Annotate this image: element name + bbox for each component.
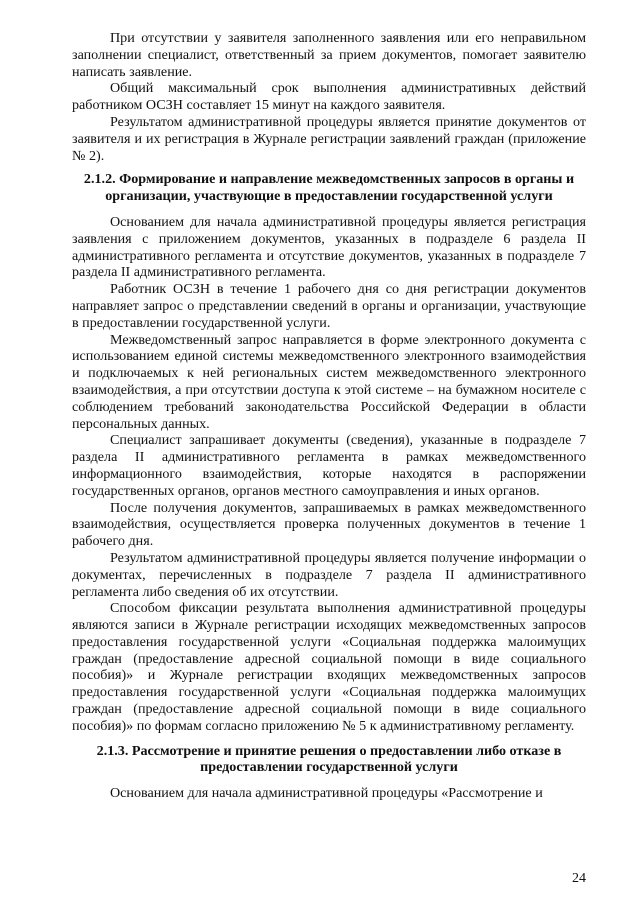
paragraph: Основанием для начала административной процедуры является регистрация заявления с приложением документов, указанных в подразделе 6 раздела II административного регламента и отсутствие документов, указанных в подразделе 7 раздела II административного регламента. [72, 213, 586, 281]
document-page [72, 30, 586, 802]
paragraph: Работник ОСЗН в течение 1 рабочего дня со дня регистрации документов направляет запрос о представлении сведений в органы и организации, участвующие в предоставлении государственной услуги. [72, 281, 586, 331]
page-number: 24 [572, 871, 586, 886]
paragraph: Специалист запрашивает документы (сведения), указанные в подразделе 7 раздела II административного регламента в рамках межведомственного информационного взаимодействия, которые находятся в распоряжении государственных органов, органов местного самоуправления и иных органов. [72, 432, 586, 499]
paragraph: Результатом административной процедуры является принятие документов от заявителя и их регистрация в Журнале регистрации заявлений граждан (приложение № 2). [72, 113, 586, 164]
paragraph: После получения документов, запрашиваемых в рамках межведомственного взаимодействия, осуществляется проверка полученных документов в течение 1 рабочего дня. [72, 499, 586, 550]
section-heading-2-1-3: 2.1.3. Рассмотрение и принятие решения о предоставлении либо отказе в предоставлении государственной услуги [96, 742, 562, 776]
paragraph: Общий максимальный срок выполнения административных действий работником ОСЗН составляет 15 минут на каждого заявителя. [72, 80, 586, 114]
paragraph: Способом фиксации результата выполнения административной процедуры являются записи в Журнале регистрации исходящих межведомственных запросов предоставления государственной услуги «Социальная поддержка малоимущих граждан (предоставление адресной социальной помощи в виде социального пособия)» и Журнале регистрации входящих межведомственных запросов предоставления государственной услуги «Социальная поддержка малоимущих граждан (предоставление адресной социальной помощи в виде социального пособия)» по формам согласно приложению № 5 к административному регламенту. [72, 600, 586, 734]
paragraph: Результатом административной процедуры является получение информации о документах, перечисленных в подразделе 7 раздела II административного регламента либо сведения об их отсутствии. [72, 549, 586, 600]
paragraph: Межведомственный запрос направляется в форме электронного документа с использованием единой системы межведомственного электронного взаимодействия и подключаемых к ней региональных систем межведомственного электронного взаимодействия, а при отсутствии доступа к этой системе – на бумажном носителе с соблюдением требований законодательства Российской Федерации в области персональных данных. [72, 331, 586, 432]
section-heading-2-1-2: 2.1.2. Формирование и направление межведомственных запросов в органы и организации, участвующие в предоставлении государственной услуги [83, 171, 575, 205]
paragraph: При отсутствии у заявителя заполненного заявления или его неправильном заполнении специалист, ответственный за прием документов, помогает заявителю написать заявление. [72, 30, 586, 80]
paragraph: Основанием для начала административной процедуры «Рассмотрение и [110, 785, 543, 802]
